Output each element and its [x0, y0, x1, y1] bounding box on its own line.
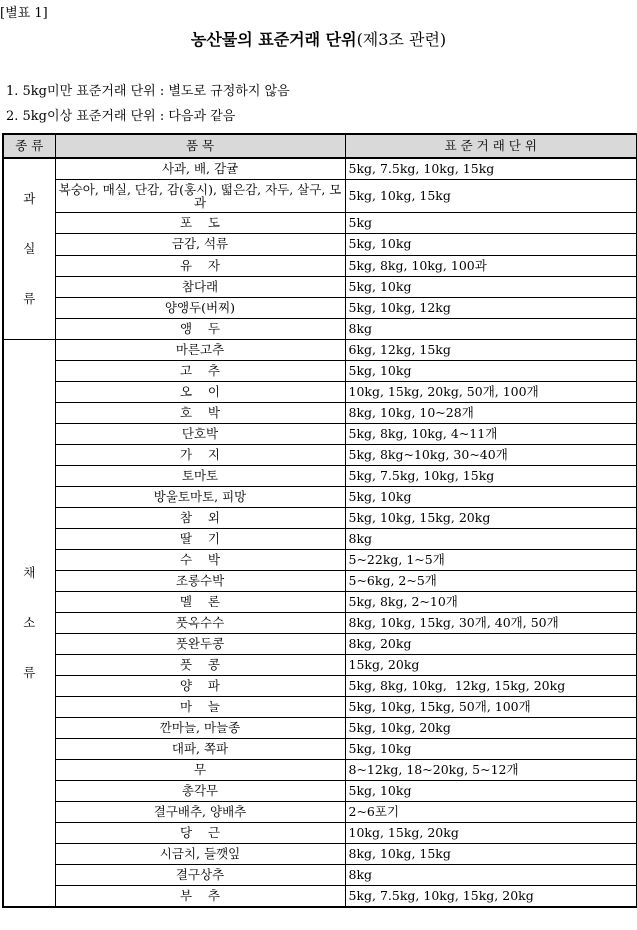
table-row	[3, 487, 637, 508]
item-cell: 앵 두	[55, 318, 345, 339]
unit-cell: 8kg, 10kg, 15kg, 30개, 40개, 50개	[345, 613, 637, 634]
unit-cell: 5kg, 8kg, 2~10개	[345, 592, 637, 613]
unit-cell: 8kg, 10kg, 10~28개	[345, 403, 637, 424]
item-cell: 가 지	[55, 445, 345, 466]
item-cell: 사과, 배, 감귤	[55, 158, 345, 180]
unit-cell: 5kg, 10kg	[345, 361, 637, 382]
annex-label: [별표 1]	[0, 6, 48, 21]
title-main: 농산물의 표준거래 단위	[190, 30, 357, 49]
item-cell: 시금치, 들깻잎	[55, 844, 345, 865]
table-row	[3, 823, 637, 844]
unit-cell: 5kg, 8kg, 10kg, 4~11개	[345, 424, 637, 445]
table-row	[3, 613, 637, 634]
table-row	[3, 592, 637, 613]
unit-cell: 5kg, 10kg	[345, 781, 637, 802]
item-cell: 깐마늘, 마늘종	[55, 718, 345, 739]
unit-cell: 5kg, 7.5kg, 10kg, 15kg	[345, 158, 637, 180]
unit-cell: 5~6kg, 2~5개	[345, 571, 637, 592]
table-row	[3, 158, 637, 180]
item-cell: 무	[55, 760, 345, 781]
item-cell: 결구상추	[55, 865, 345, 886]
note-under-5kg: 1. 5kg미만 표준거래 단위 : 별도로 규정하지 않음	[6, 84, 290, 99]
table-row	[3, 865, 637, 886]
table-row	[3, 255, 637, 276]
item-cell: 조롱수박	[55, 571, 345, 592]
unit-cell: 5kg, 10kg, 12kg	[345, 297, 637, 318]
category-char: 실	[23, 241, 36, 256]
table-row	[3, 550, 637, 571]
note-over-5kg: 2. 5kg이상 표준거래 단위 : 다음과 같음	[6, 109, 236, 124]
item-cell: 오 이	[55, 382, 345, 403]
table-row	[3, 424, 637, 445]
unit-cell: 8kg	[345, 865, 637, 886]
unit-cell: 5kg, 10kg, 20kg	[345, 718, 637, 739]
table-row	[3, 318, 637, 339]
unit-cell: 8kg	[345, 318, 637, 339]
table-body	[3, 158, 637, 907]
item-cell: 풋완두콩	[55, 634, 345, 655]
item-cell: 유 자	[55, 255, 345, 276]
table-row	[3, 760, 637, 781]
unit-cell: 6kg, 12kg, 15kg	[345, 340, 637, 361]
table-row	[3, 739, 637, 760]
header-unit: 표 준 거 래 단 위	[345, 134, 637, 158]
unit-cell: 2~6포기	[345, 802, 637, 823]
unit-cell: 15kg, 20kg	[345, 655, 637, 676]
table-row	[3, 276, 637, 297]
standard-unit-table	[2, 133, 637, 908]
item-cell: 대파, 쪽파	[55, 739, 345, 760]
table-row	[3, 697, 637, 718]
item-cell: 마른고추	[55, 340, 345, 361]
item-cell: 참다래	[55, 276, 345, 297]
item-cell: 당 근	[55, 823, 345, 844]
unit-cell: 8kg, 10kg, 15kg	[345, 844, 637, 865]
category-char: 류	[23, 291, 36, 306]
unit-cell: 5kg, 10kg, 15kg, 20kg	[345, 508, 637, 529]
category-cell	[3, 340, 55, 908]
item-cell: 참 외	[55, 508, 345, 529]
table-row	[3, 844, 637, 865]
unit-cell: 8~12kg, 18~20kg, 5~12개	[345, 760, 637, 781]
table-row	[3, 634, 637, 655]
unit-cell: 10kg, 15kg, 20kg	[345, 823, 637, 844]
table-row	[3, 655, 637, 676]
table-row	[3, 234, 637, 255]
unit-cell: 5kg, 7.5kg, 10kg, 15kg	[345, 466, 637, 487]
unit-cell: 5kg, 10kg	[345, 487, 637, 508]
header-category: 종 류	[3, 134, 55, 158]
item-cell: 포 도	[55, 213, 345, 234]
table-row	[3, 297, 637, 318]
table-row	[3, 802, 637, 823]
table-row	[3, 718, 637, 739]
category-char: 소	[23, 615, 36, 630]
item-cell: 고 추	[55, 361, 345, 382]
item-cell: 복숭아, 매실, 단감, 감(홍시), 떫은감, 자두, 살구, 모과	[55, 180, 345, 213]
table-row	[3, 180, 637, 213]
item-cell: 부 추	[55, 886, 345, 908]
category-cell	[3, 158, 55, 340]
unit-cell: 5kg, 10kg	[345, 739, 637, 760]
table-row	[3, 571, 637, 592]
item-cell: 단호박	[55, 424, 345, 445]
unit-cell: 5kg	[345, 213, 637, 234]
item-cell: 양앵두(버찌)	[55, 297, 345, 318]
header-item: 품 목	[55, 134, 345, 158]
unit-cell: 5kg, 8kg, 10kg, 12kg, 15kg, 20kg	[345, 676, 637, 697]
item-cell: 결구배추, 양배추	[55, 802, 345, 823]
unit-cell: 5~22kg, 1~5개	[345, 550, 637, 571]
item-cell: 풋옥수수	[55, 613, 345, 634]
item-cell: 딸 기	[55, 529, 345, 550]
category-char: 과	[23, 191, 36, 206]
item-cell: 수 박	[55, 550, 345, 571]
item-cell: 멜 론	[55, 592, 345, 613]
unit-cell: 10kg, 15kg, 20kg, 50개, 100개	[345, 382, 637, 403]
table-row	[3, 466, 637, 487]
table-row	[3, 361, 637, 382]
table-row	[3, 676, 637, 697]
category-char: 류	[23, 665, 36, 680]
unit-cell: 5kg, 7.5kg, 10kg, 15kg, 20kg	[345, 886, 637, 908]
unit-cell: 5kg, 8kg~10kg, 30~40개	[345, 445, 637, 466]
category-char: 채	[23, 565, 36, 580]
table-row	[3, 340, 637, 361]
item-cell: 방울토마토, 피망	[55, 487, 345, 508]
item-cell: 마 늘	[55, 697, 345, 718]
unit-cell: 8kg, 20kg	[345, 634, 637, 655]
table-row	[3, 382, 637, 403]
unit-cell: 5kg, 10kg	[345, 276, 637, 297]
table-row	[3, 213, 637, 234]
table-row	[3, 403, 637, 424]
unit-cell: 5kg, 10kg	[345, 234, 637, 255]
table-row	[3, 445, 637, 466]
item-cell: 양 파	[55, 676, 345, 697]
unit-cell: 5kg, 10kg, 15kg	[345, 180, 637, 213]
item-cell: 호 박	[55, 403, 345, 424]
table-row	[3, 781, 637, 802]
page-title	[0, 27, 637, 50]
unit-cell: 8kg	[345, 529, 637, 550]
item-cell: 풋 콩	[55, 655, 345, 676]
table-row	[3, 529, 637, 550]
table-header-row	[3, 134, 637, 158]
item-cell: 금감, 석류	[55, 234, 345, 255]
unit-cell: 5kg, 8kg, 10kg, 100과	[345, 255, 637, 276]
title-sub: (제3조 관련)	[356, 30, 447, 49]
item-cell: 총각무	[55, 781, 345, 802]
item-cell: 토마토	[55, 466, 345, 487]
table-row	[3, 886, 637, 908]
table-row	[3, 508, 637, 529]
unit-cell: 5kg, 10kg, 15kg, 50개, 100개	[345, 697, 637, 718]
